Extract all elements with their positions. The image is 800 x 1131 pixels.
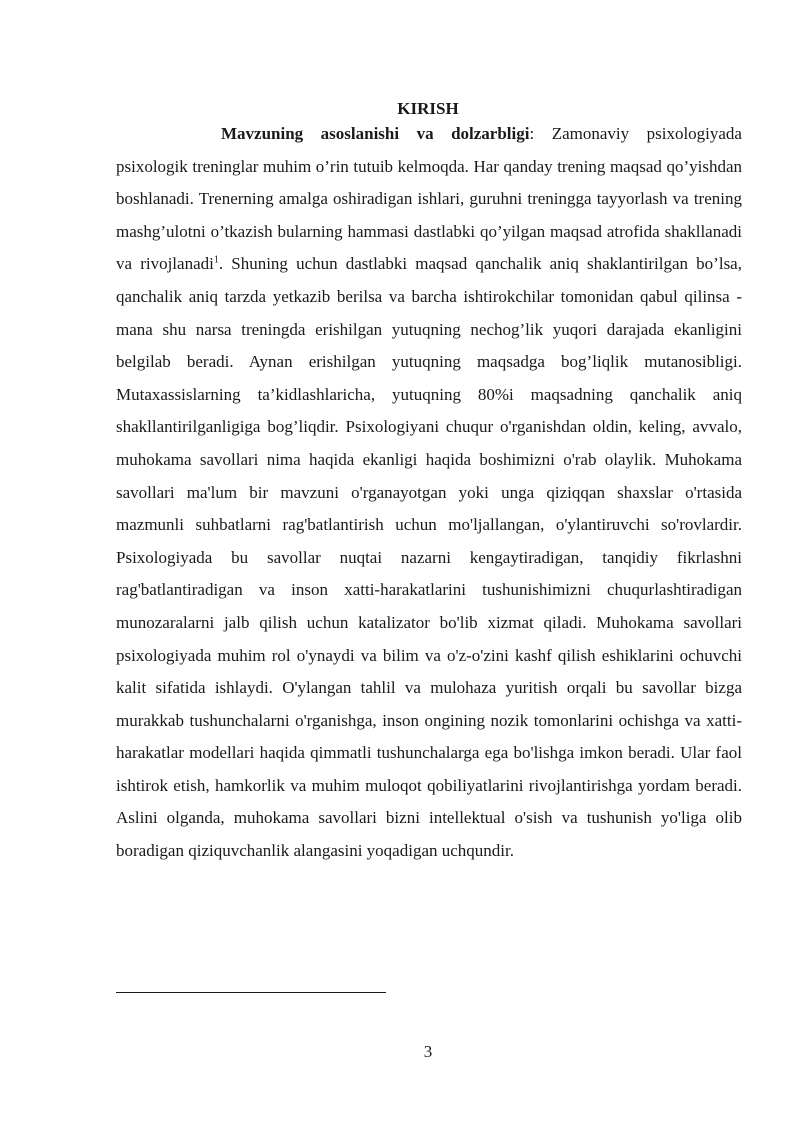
section-heading: KIRISH — [397, 99, 459, 118]
footnote-reference[interactable]: 1 — [213, 254, 219, 266]
lead-bold-phrase: Mavzuning asoslanishi va dolzarbligi — [221, 124, 530, 143]
page-number: 3 — [423, 1042, 433, 1061]
paragraph-text-part-1: Zamonaviy psixologiyada psixologik treninglar muhim o’rin tutuib kelmoqda. Har qanday trening maqsad qo’yishdan boshlanadi. Trenerning amalga oshiradigan ishlari, guruhni treningga tayyorlash va trening mashg’ulotni o’tkazish bularning hammasi dastlabki qo’yilgan maqsad atrofida shakllanadi va rivojlanadi — [116, 124, 742, 274]
body-paragraph — [116, 118, 742, 868]
lead-colon: : — [529, 124, 535, 143]
footnote-separator — [116, 992, 386, 993]
paragraph-text-part-2: . Shuning uchun dastlabki maqsad qanchalik aniq shaklantirilgan bo’lsa, qanchalik aniq tarzda yetkazib berilsa va barcha ishtirokchilar tomonidan qabul qilinsa - mana shu narsa treningda erishilgan yutuqning nechog’lik yuqori darajada ekanligini belgilab beradi. Aynan erishilgan yutuqning maqsadga bog’liqlik mutanosibligi. Mutaxassislarning ta’kidlashlaricha, yutuqning 80%i maqsadning qanchalik aniq shakllantirilganligiga bog’liqdir. Psixologiyani chuqur o'rganishdan oldin, keling, avvalo, muhokama savollari nima haqida ekanligi haqida boshimizni o'rab olaylik. Muhokama savollari ma'lum bir mavzuni o'rganayotgan yoki unga qiziqqan shaxslar o'rtasida mazmunli suhbatlarni rag'batlantirish uchun mo'ljallangan, o'ylantiruvchi so'rovlardir. Psixologiyada bu savollar nuqtai nazarni kengaytiradigan, tanqidiy fikrlashni rag'batlantiradigan va inson xatti-harakatlarini tushunishimizni chuqurlashtiradigan munozaralarni jalb qilish uchun katalizator bo'lib xizmat qiladi. Muhokama savollari psixologiyada muhim rol o'ynaydi va bilim va o'z-o'zini kashf qilish eshiklarini ochuvchi kalit sifatida ishlaydi. O'ylangan tahlil va mulohaza yuritish orqali bu savollar bizga murakkab tushunchalarni o'rganishga, inson ongining nozik tomonlarini ochishga va xatti-harakatlar modellari haqida qimmatli tushunchalarga ega bo'lishga imkon beradi. Ular faol ishtirok etish, hamkorlik va muhim muloqot qobiliyatlarini rivojlantirishga yordam beradi. Aslini olganda, muhokama savollari bizni intellektual o'sish va tushunish yo'liga olib boradigan qiziquvchanlik alangasini yoqadigan uchqundir. — [116, 254, 742, 861]
